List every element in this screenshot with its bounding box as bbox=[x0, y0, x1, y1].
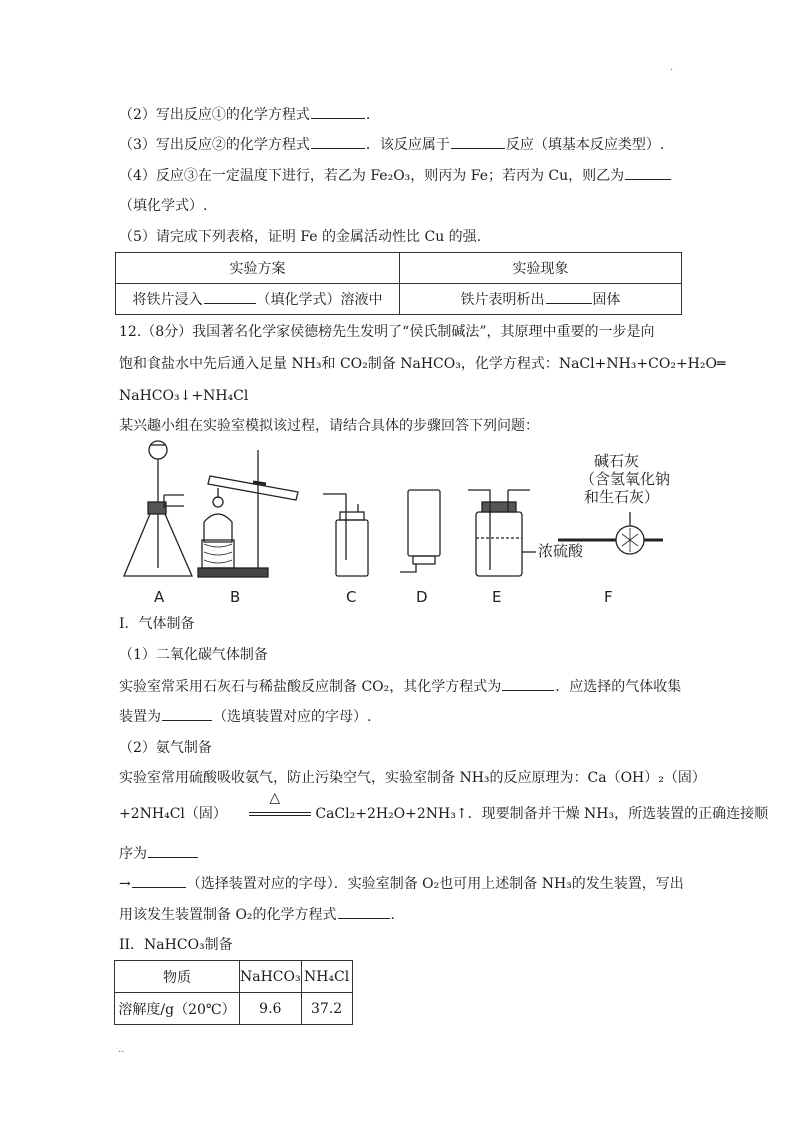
page-mark: .. bbox=[118, 1044, 125, 1055]
answer-blank[interactable] bbox=[546, 289, 592, 304]
section-1-p1a: 实验室常采用石灰石与稀盐酸反应制备 CO₂，其化学方程式为 ．应选择的气体收集 bbox=[119, 676, 681, 697]
answer-blank[interactable] bbox=[625, 165, 671, 180]
question-12-line3: NaHCO₃↓+NH₄Cl bbox=[119, 388, 249, 404]
table-header: 实验方案 bbox=[116, 253, 400, 284]
apparatus-e bbox=[468, 490, 536, 576]
table-header: 物质 bbox=[115, 961, 240, 993]
label-a: A bbox=[154, 588, 165, 606]
heat-icon: △ bbox=[269, 790, 281, 806]
answer-blank[interactable] bbox=[132, 873, 186, 888]
label-b: B bbox=[230, 588, 241, 606]
table-header: 实验现象 bbox=[400, 253, 682, 284]
table-cell: 溶解度/g（20℃） bbox=[115, 993, 240, 1025]
answer-blank[interactable] bbox=[204, 289, 256, 304]
heat-equals-sign bbox=[249, 790, 315, 824]
question-5: （5）请完成下列表格，证明 Fe 的金属活动性比 Cu 的强. bbox=[119, 229, 482, 245]
answer-blank[interactable] bbox=[311, 134, 365, 149]
soda-lime-label: 碱石灰 bbox=[594, 452, 640, 470]
apparatus-a bbox=[124, 441, 192, 576]
table-header: NH₄Cl bbox=[301, 961, 352, 993]
question-12-line2: 饱和食盐水中先后通入足量 NH₃和 CO₂制备 NaHCO₃，化学方程式：NaCl+NH₃+CO₂+H₂O═ bbox=[119, 356, 726, 372]
table-cell: 37.2 bbox=[301, 993, 352, 1025]
experiment-table bbox=[115, 252, 682, 315]
question-4: （4）反应③在一定温度下进行，若乙为 Fe₂O₃，则丙为 Fe；若丙为 Cu，则乙为 bbox=[119, 165, 672, 186]
section-1-p2d: → （选择装置对应的字母）．实验室制备 O₂也可用上述制备 NH₃的发生装置，写出 bbox=[119, 873, 684, 894]
label-c: C bbox=[346, 588, 357, 606]
table-cell: 9.6 bbox=[240, 993, 302, 1025]
acid-label: 浓硫酸 bbox=[538, 542, 584, 560]
question-3: （3）写出反应②的化学方程式 ．该反应属于 反应（填基本反应类型）. bbox=[119, 134, 664, 155]
section-1-p2e: 用该发生装置制备 O₂的化学方程式 . bbox=[119, 904, 395, 925]
answer-blank[interactable] bbox=[162, 706, 212, 721]
label-e: E bbox=[492, 588, 502, 606]
page-mark: . bbox=[670, 62, 674, 73]
section-1-sub2: （2）氨气制备 bbox=[119, 740, 212, 756]
table-cell: 将铁片浸入 （填化学式）溶液中 bbox=[116, 284, 400, 315]
apparatus-c bbox=[323, 494, 368, 576]
soda-lime-label-2: （含氢氧化钠 bbox=[580, 470, 671, 488]
label-d: D bbox=[416, 588, 428, 606]
section-1-p2b: +2NH₄Cl（固） △ CaCl₂+2H₂O+2NH₃↑．现要制备并干燥 NH₃，所选装置的正确连接顺 bbox=[119, 790, 769, 822]
answer-blank[interactable] bbox=[451, 134, 505, 149]
answer-blank[interactable] bbox=[148, 843, 198, 858]
section-1-p1b: 装置为 （选填装置对应的字母）. bbox=[119, 706, 371, 727]
soda-lime-label-3: 和生石灰） bbox=[584, 488, 660, 506]
apparatus-b bbox=[198, 450, 298, 577]
section-1-title: I．气体制备 bbox=[119, 616, 195, 632]
label-f: F bbox=[604, 588, 613, 606]
section-1-p2c: 序为 bbox=[119, 843, 199, 864]
section-1-sub1: （1）二氧化碳气体制备 bbox=[119, 647, 268, 663]
solubility-table bbox=[114, 960, 353, 1025]
answer-blank[interactable] bbox=[338, 904, 390, 919]
question-12-line1: 12.（8分）我国著名化学家侯德榜先生发明了“侯氏制碱法”，其原理中重要的一步是向 bbox=[119, 324, 655, 340]
table-cell: 铁片表明析出 固体 bbox=[400, 284, 682, 315]
section-1-p2a: 实验室常用硫酸吸收氨气，防止污染空气，实验室制备 NH₃的反应原理为：Ca（OH）₂（固） bbox=[119, 770, 706, 786]
question-12-line4: 某兴趣小组在实验室模拟该过程，请结合具体的步骤回答下列问题： bbox=[119, 418, 539, 434]
question-2: （2）写出反应①的化学方程式 . bbox=[119, 104, 370, 125]
apparatus-d bbox=[400, 490, 440, 572]
table-header: NaHCO₃ bbox=[240, 961, 302, 993]
answer-blank[interactable] bbox=[502, 676, 554, 691]
apparatus-figure bbox=[118, 440, 678, 610]
question-4-cont: （填化学式）. bbox=[119, 198, 208, 214]
answer-blank[interactable] bbox=[311, 104, 365, 119]
section-2-title: II．NaHCO₃制备 bbox=[119, 937, 233, 953]
